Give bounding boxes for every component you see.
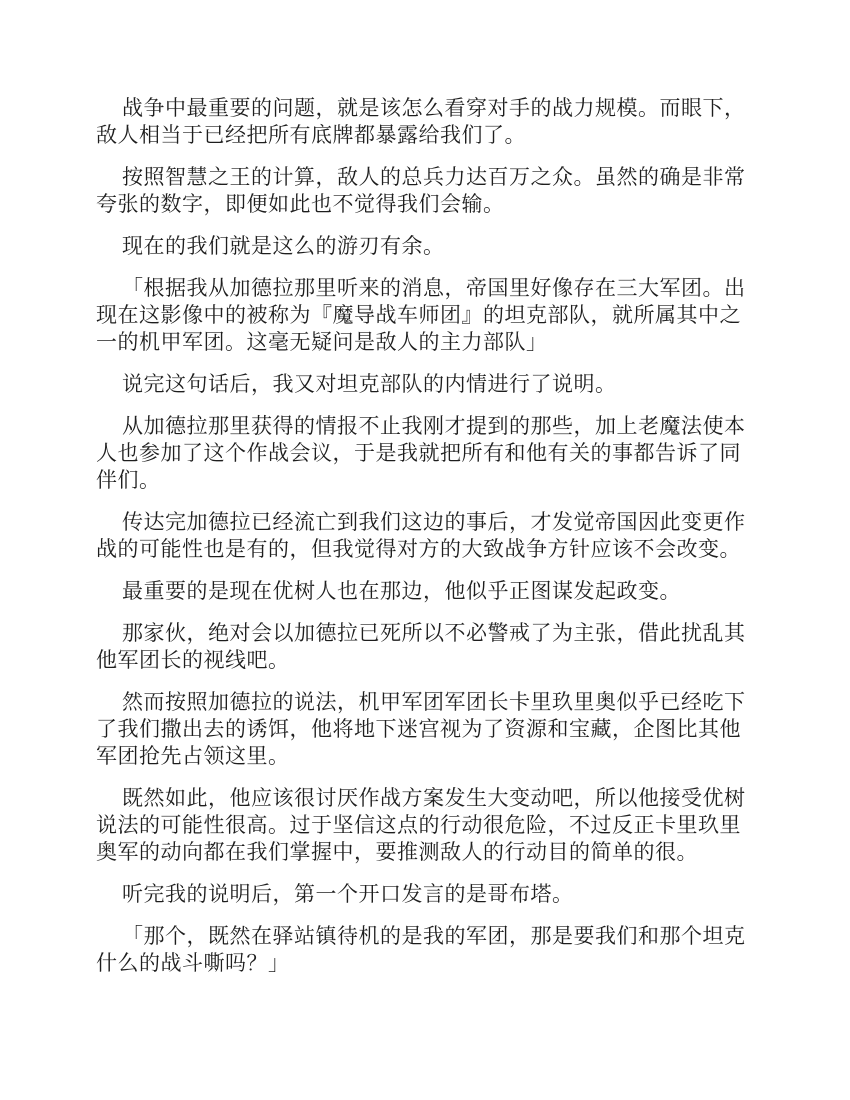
paragraph-8: 最重要的是现在优树人也在那边，他似乎正图谋发起政变。 [122, 579, 681, 603]
paragraph-13: 「那个，既然在驿站镇待机的是我的军团，那是要我们和那个坦克什么的战斗嘶吗？」 [96, 924, 746, 975]
paragraph-10: 然而按照加德拉的说法，机甲军团军团长卡里玖里奥似乎已经吃下了我们撒出去的诱饵，他将地下迷宫视为了资源和宝藏，企图比其他军团抢先占领这里。 [96, 690, 746, 768]
paragraph-1: 战争中最重要的问题，就是该怎么看穿对手的战力规模。而眼下，敌人相当于已经把所有底牌都暴露给我们了。 [96, 96, 746, 147]
paragraph-4: 「根据我从加德拉那里听来的消息，帝国里好像存在三大军团。出现在这影像中的被称为『魔导战车师团』的坦克部队，就所属其中之一的机甲军团。这毫无疑问是敌人的主力部队」 [96, 276, 746, 354]
paragraph-3: 现在的我们就是这么的游刃有余。 [122, 234, 445, 258]
paragraph-12: 听完我的说明后，第一个开口发言的是哥布塔。 [122, 882, 574, 906]
paragraph-11: 既然如此，他应该很讨厌作战方案发生大变动吧，所以他接受优树说法的可能性很高。过于坚信这点的行动很危险，不过反正卡里玖里奥军的动向都在我们掌握中，要推测敌人的行动目的简单的很。 [96, 786, 746, 864]
paragraph-6: 从加德拉那里获得的情报不止我刚才提到的那些，加上老魔法使本人也参加了这个作战会议，于是我就把所有和他有关的事都告诉了同伴们。 [96, 414, 746, 492]
paragraph-9: 那家伙，绝对会以加德拉已死所以不必警戒了为主张，借此扰乱其他军团长的视线吧。 [96, 621, 746, 672]
paragraph-2: 按照智慧之王的计算，敌人的总兵力达百万之众。虽然的确是非常夸张的数字，即便如此也不觉得我们会输。 [96, 165, 746, 216]
paragraph-7: 传达完加德拉已经流亡到我们这边的事后，才发觉帝国因此变更作战的可能性也是有的，但我觉得对方的大致战争方针应该不会改变。 [96, 510, 746, 561]
paragraph-5: 说完这句话后，我又对坦克部队的内情进行了说明。 [122, 372, 617, 396]
